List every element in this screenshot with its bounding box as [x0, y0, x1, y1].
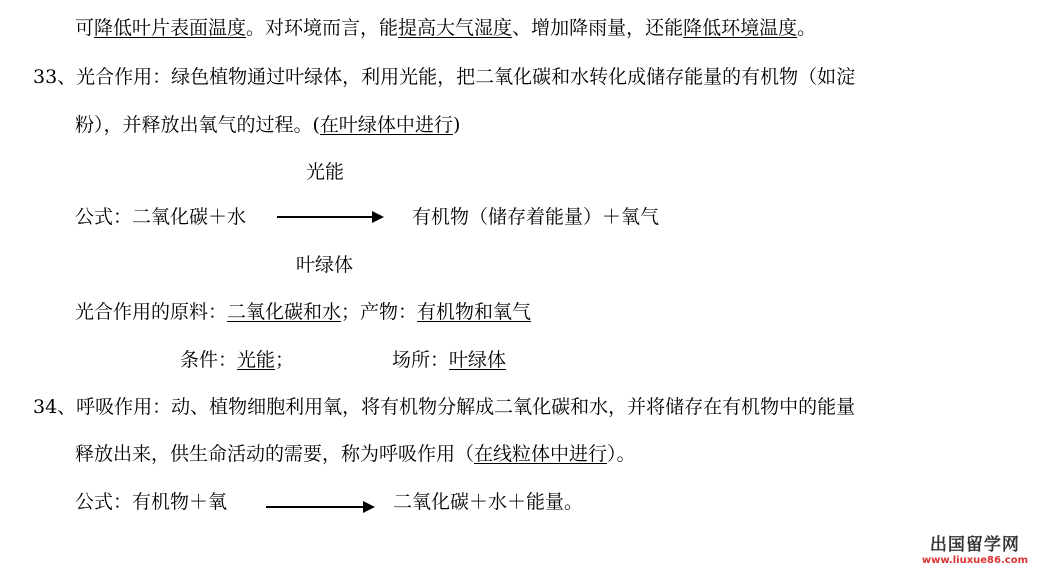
materials-line: [75, 300, 531, 324]
arrow-label-top: 光能: [306, 161, 345, 183]
formula-33-left: 公式：二氧化碳＋水: [75, 206, 247, 228]
item-34-line-2: [75, 442, 636, 466]
underlined-term: 叶绿体: [449, 349, 507, 371]
text-segment: 场所：: [392, 349, 450, 371]
formula-34-left: 公式：有机物＋氧: [75, 491, 228, 513]
reaction-arrow: [266, 506, 373, 508]
text-segment: ）。: [607, 443, 636, 465]
text-segment: ；: [275, 349, 295, 371]
text-segment: 释放出来，供生命活动的需要，称为呼吸作用（: [75, 443, 475, 465]
reaction-arrow: [277, 216, 382, 218]
watermark-title: 出国留学网: [929, 535, 1020, 555]
arrow-label-bottom: 叶绿体: [296, 254, 354, 276]
text-segment: 。对环境而言，能: [246, 17, 399, 39]
underlined-term: 有机物和氧气: [417, 301, 532, 323]
text-segment: 。: [797, 17, 817, 39]
text-segment: 、增加降雨量，还能: [512, 17, 684, 39]
formula-33-right: 有机物（储存着能量）＋氧气: [412, 206, 660, 228]
text-segment: 光合作用的原料：: [75, 301, 228, 323]
text-segment: ): [452, 114, 461, 136]
text-segment: 条件：: [180, 349, 238, 371]
text-segment: 可: [75, 17, 95, 39]
underlined-term: 在叶绿体中进行: [319, 114, 453, 136]
text-line-1: [75, 16, 816, 40]
text-segment: ；产物：: [341, 301, 418, 323]
condition-line: [180, 348, 294, 372]
underlined-term: 二氧化碳和水: [227, 301, 342, 323]
underlined-term: 提高大气湿度: [398, 17, 513, 39]
underlined-term: 在线粒体中进行: [474, 443, 608, 465]
formula-34-right: 二氧化碳＋水＋能量。: [393, 491, 584, 513]
watermark-url: www.liuxue86.com: [921, 555, 1028, 566]
underlined-term: 光能: [237, 349, 276, 371]
place-line: [392, 348, 506, 372]
underlined-term: 降低叶片表面温度: [94, 17, 247, 39]
site-watermark: [922, 530, 1028, 566]
item-33-line-1: 33、光合作用：绿色植物通过叶绿体，利用光能，把二氧化碳和水转化成储存能量的有机物（如淀: [33, 66, 856, 88]
item-34-line-1: 34、呼吸作用：动、植物细胞利用氧，将有机物分解成二氧化碳和水，并将储存在有机物中的能量: [33, 396, 856, 418]
item-33-line-2: [75, 113, 460, 137]
underlined-term: 降低环境温度: [683, 17, 798, 39]
text-segment: 粉），并释放出氧气的过程。(: [75, 114, 320, 136]
